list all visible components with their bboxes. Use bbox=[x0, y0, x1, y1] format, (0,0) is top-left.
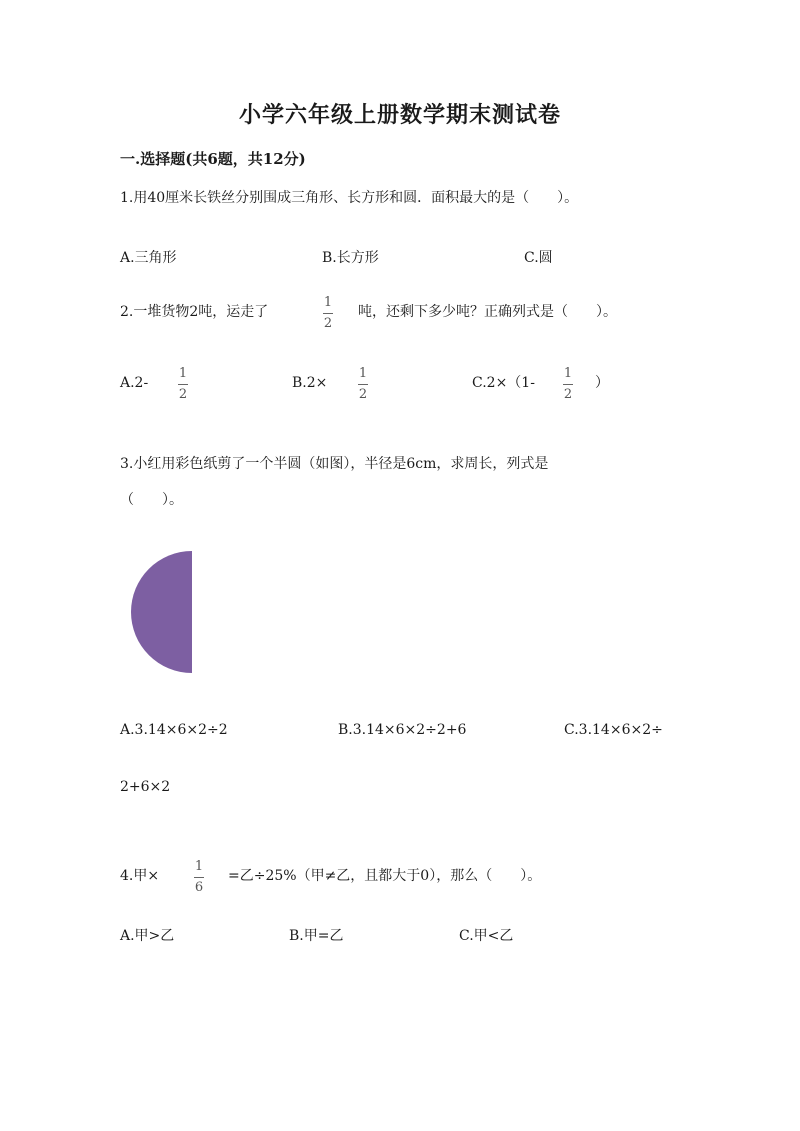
q1-option-a: A.三角形 bbox=[120, 250, 177, 266]
question-2-text-after: 吨，还剩下多少吨？正确列式是（ ）。 bbox=[358, 304, 617, 320]
q2-fraction-numerator: 1 bbox=[323, 295, 333, 310]
page-title: 小学六年级上册数学期末测试卷 bbox=[238, 102, 561, 128]
q4-option-a: A.甲>乙 bbox=[120, 928, 175, 944]
q2-option-c-numerator: 1 bbox=[563, 366, 573, 381]
q4-fraction-denominator: 6 bbox=[194, 880, 204, 895]
question-4-text-before: 4.甲× bbox=[120, 868, 160, 884]
fraction-bar bbox=[358, 384, 368, 385]
question-1-text: 1.用40厘米长铁丝分别围成三角形、长方形和圆．面积最大的是（ ）。 bbox=[120, 190, 579, 206]
question-4-text-after: =乙÷25%（甲≠乙，且都大于0），那么（ ）。 bbox=[228, 868, 542, 884]
q2-option-b-prefix: B.2× bbox=[292, 375, 328, 391]
q2-option-a-numerator: 1 bbox=[178, 366, 188, 381]
q2-fraction-denominator: 2 bbox=[323, 316, 333, 331]
q2-option-c-fraction bbox=[563, 367, 573, 402]
q3-option-c-continued: 2+6×2 bbox=[120, 779, 171, 795]
q2-option-a-denominator: 2 bbox=[178, 387, 188, 402]
q4-option-c: C.甲<乙 bbox=[459, 928, 514, 944]
q2-fraction bbox=[323, 296, 333, 331]
q2-option-a-prefix: A.2- bbox=[120, 375, 149, 391]
q2-option-c-prefix: C.2×（1- bbox=[472, 375, 535, 391]
q3-option-b: B.3.14×6×2÷2+6 bbox=[338, 722, 467, 738]
q3-option-a: A.3.14×6×2÷2 bbox=[120, 722, 228, 738]
semicircle-shape bbox=[131, 551, 192, 673]
fraction-bar bbox=[178, 384, 188, 385]
fraction-bar bbox=[323, 313, 333, 314]
semicircle-figure bbox=[131, 550, 193, 674]
q1-option-c: C.圆 bbox=[524, 250, 553, 266]
fraction-bar bbox=[563, 384, 573, 385]
q2-option-b-denominator: 2 bbox=[358, 387, 368, 402]
fraction-bar bbox=[194, 877, 204, 878]
q2-option-c-suffix: ） bbox=[595, 375, 609, 391]
question-3-line-2: （ ）。 bbox=[120, 492, 183, 508]
q2-option-b-numerator: 1 bbox=[358, 366, 368, 381]
q4-fraction bbox=[194, 860, 204, 895]
q4-option-b: B.甲=乙 bbox=[289, 928, 344, 944]
q2-option-c-denominator: 2 bbox=[563, 387, 573, 402]
question-3-line-1: 3.小红用彩色纸剪了一个半圆（如图），半径是6cm，求周长，列式是 bbox=[120, 456, 549, 472]
q4-fraction-numerator: 1 bbox=[194, 859, 204, 874]
q3-option-c: C.3.14×6×2÷ bbox=[564, 722, 663, 738]
section-heading: 一.选择题(共6题，共12分) bbox=[120, 150, 306, 168]
q1-option-b: B.长方形 bbox=[322, 250, 379, 266]
question-2-text-before: 2.一堆货物2吨，运走了 bbox=[120, 304, 269, 320]
q2-option-a-fraction bbox=[178, 367, 188, 402]
q2-option-b-fraction bbox=[358, 367, 368, 402]
